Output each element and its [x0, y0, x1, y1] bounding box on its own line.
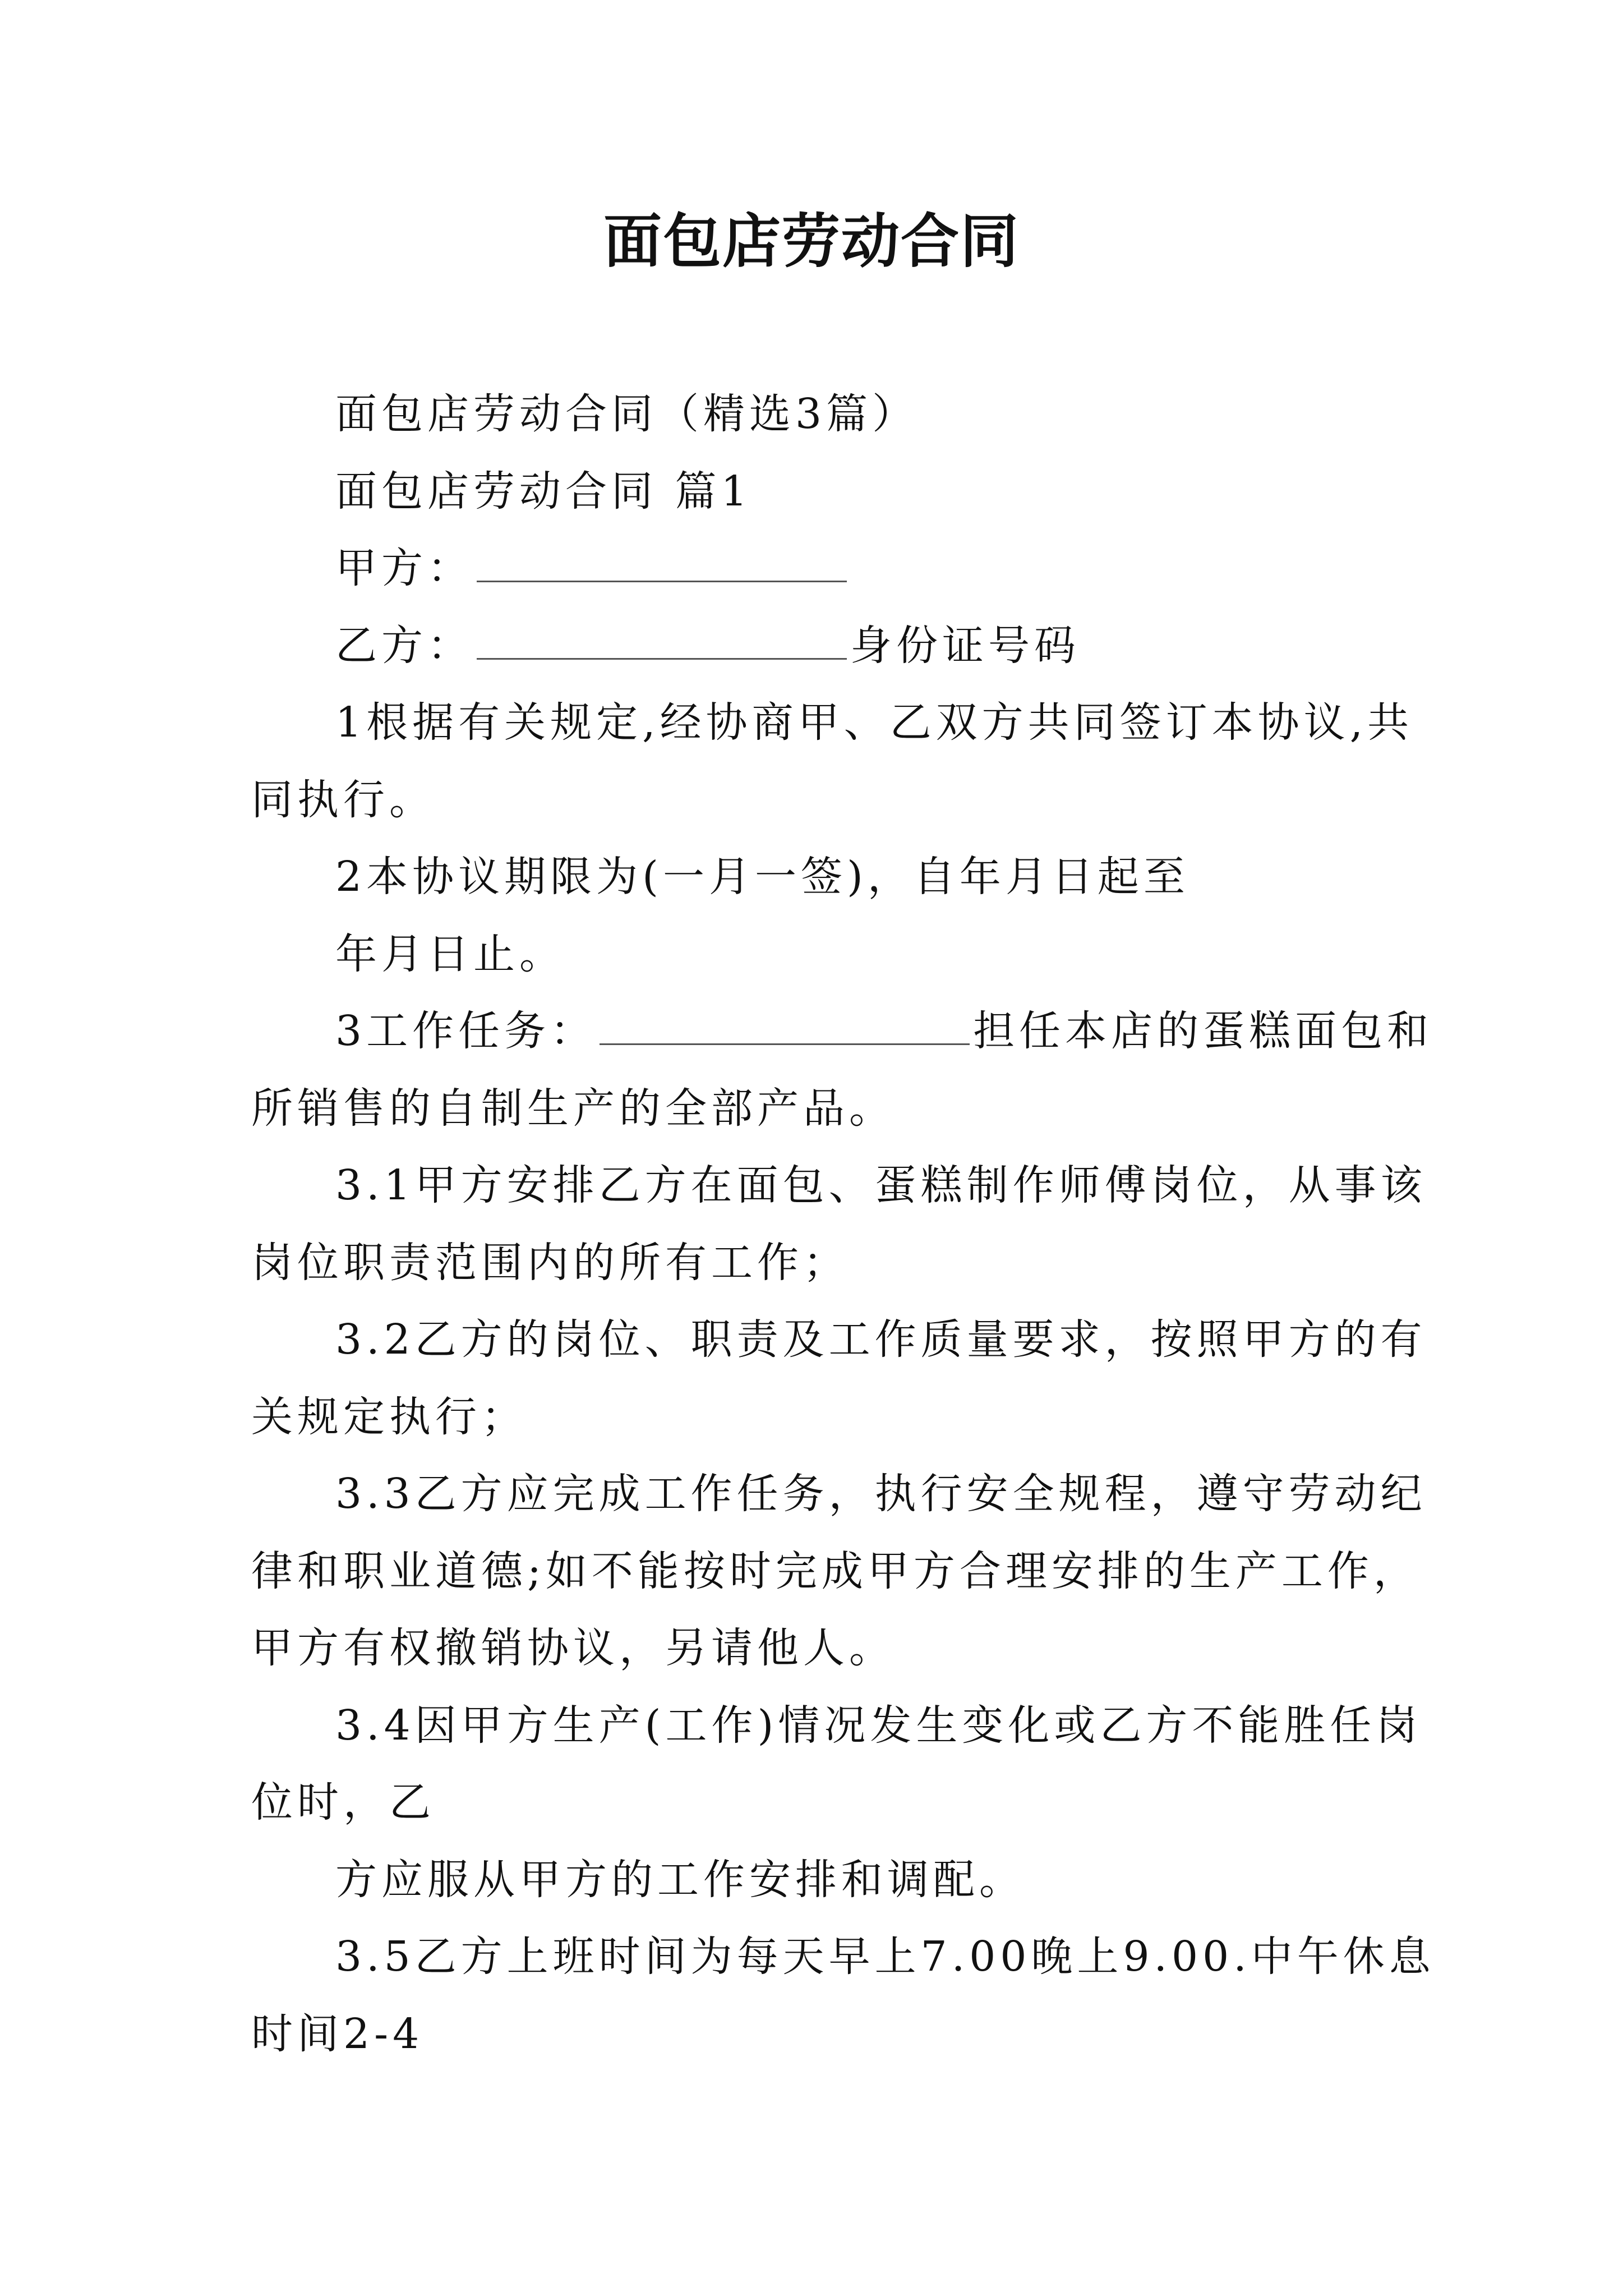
party-a-blank — [477, 547, 847, 582]
work-task-blank — [600, 1010, 970, 1045]
party-b-line — [251, 608, 1378, 685]
party-b-id-label: 身份证号码 — [850, 621, 1080, 670]
clause-3-4-line-1: 3.4因甲方生产(工作)情况发生变化或乙方不能胜任岗 — [335, 1701, 1422, 1750]
clause-3-4-line-2: 位时，乙 — [251, 1778, 435, 1826]
document-body — [251, 376, 1435, 2073]
clause-3-5-line-2: 时间2-4 — [251, 2009, 424, 2058]
clause-3-prefix: 3工作任务： — [335, 1007, 597, 1055]
party-a-line — [251, 530, 1378, 608]
clause-1-line-2: 同执行。 — [251, 775, 435, 824]
clause-3-line-1 — [251, 993, 1433, 1070]
party-a-label: 甲方： — [335, 544, 473, 592]
party-b-blank — [477, 624, 847, 660]
section-heading: 面包店劳动合同 篇1 — [335, 467, 752, 516]
party-b-label: 乙方： — [335, 621, 473, 670]
clause-1-line-1: 1根据有关规定,经协商甲、乙双方共同签订本协议,共 — [335, 698, 1414, 747]
clause-3-1-line-2: 岗位职责范围内的所有工作； — [251, 1238, 849, 1287]
document-title: 面包店劳动合同 — [603, 206, 1020, 275]
clause-3-suffix: 担任本店的蛋糕面包和 — [973, 1007, 1433, 1055]
clause-3-3-line-2: 律和职业道德;如不能按时完成甲方合理安排的生产工作， — [251, 1547, 1419, 1595]
clause-3-3-line-1: 3.3乙方应完成工作任务，执行安全规程，遵守劳动纪 — [335, 1470, 1427, 1518]
clause-2-line-2: 年月日止。 — [335, 930, 565, 978]
clause-3-2-line-1: 3.2乙方的岗位、职责及工作质量要求，按照甲方的有 — [335, 1315, 1427, 1364]
clause-3-5-line-1: 3.5乙方上班时间为每天早上7.00晚上9.00.中午休息 — [335, 1932, 1435, 1981]
clause-3-2-line-2: 关规定执行； — [251, 1392, 527, 1441]
clause-3-3-line-3: 甲方有权撤销协议，另请他人。 — [251, 1624, 895, 1672]
clause-3-1-line-1: 3.1甲方安排乙方在面包、蛋糕制作师傅岗位，从事该 — [335, 1161, 1427, 1209]
clause-2-line-1: 2本协议期限为(一月一签)，自年月日起至 — [335, 853, 1189, 901]
clause-3-line-2: 所销售的自制生产的全部产品。 — [251, 1084, 895, 1133]
clause-3-4-line-3: 方应服从甲方的工作安排和调配。 — [335, 1855, 1025, 1904]
subtitle-line: 面包店劳动合同（精选3篇） — [335, 390, 919, 438]
